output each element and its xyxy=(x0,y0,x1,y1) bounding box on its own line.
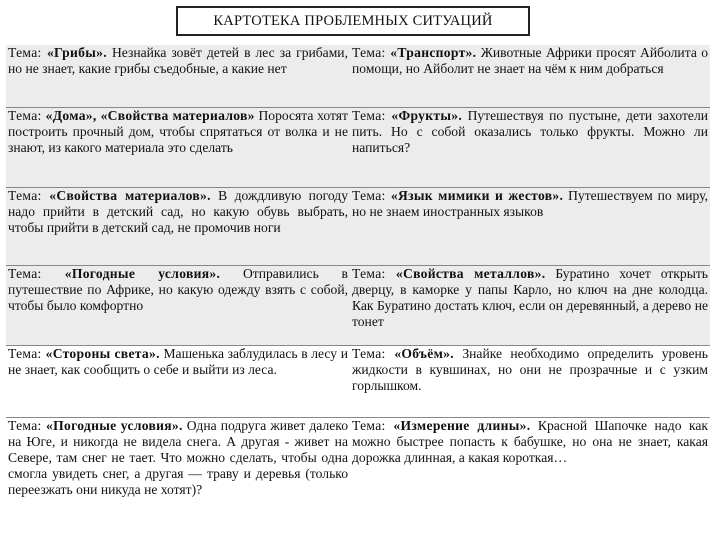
topic-prefix: Тема: xyxy=(8,345,46,361)
topic-prefix: Тема: xyxy=(352,345,395,361)
table-cell xyxy=(6,107,350,187)
topic-name: «Погодные условия». xyxy=(64,265,221,281)
problem-situations-table xyxy=(6,45,710,531)
topic-name: «Фрукты». xyxy=(391,107,463,123)
topic-prefix: Тема: xyxy=(352,45,391,60)
topic-prefix: Тема: xyxy=(8,417,46,433)
page-title xyxy=(176,6,530,36)
situation-text: Незнайка зовёт детей в лес за грибами, но не знает, какие грибы съедобные, а какие нет xyxy=(8,45,348,77)
topic-name: «Измерение длины». xyxy=(393,417,531,433)
table-cell xyxy=(350,265,710,345)
situation-text: Красной Шапочке надо как можно быстрее попасть к бабушке, но она не знает, какая дорожка длинная, а какая короткая… xyxy=(352,417,708,465)
table-row xyxy=(6,265,710,345)
situation-text: Отправились в путешествие по Африке, но какую одежду взять с собой, чтобы было комфортно xyxy=(8,265,348,313)
table-row xyxy=(6,45,710,107)
topic-name: «Дома», «Свойства материалов» xyxy=(45,107,255,123)
topic-name: «Погодные условия». xyxy=(46,417,183,433)
situation-text: Поросята хотят построить прочный дом, чтобы спрятаться от волка и не знают, из какого материала это сделать xyxy=(8,107,348,155)
topic-name: «Грибы». xyxy=(46,45,107,60)
page-title-text: КАРТОТЕКА ПРОБЛЕМНЫХ СИТУАЦИЙ xyxy=(213,12,493,29)
table-cell xyxy=(350,45,710,107)
topic-prefix: Тема: xyxy=(8,265,65,281)
situation-text: Машенька заблудилась в лесу и не знает, как сообщить о себе и выйти из леса. xyxy=(8,345,348,377)
situation-text: Буратино хочет открыть дверцу, в каморке у папы Карло, но ключ на дне колодца. Как Буратино достать ключ, если он деревянный, а дерево не тонет xyxy=(352,265,708,330)
topic-name: «Свойства материалов». xyxy=(49,187,211,203)
table-row xyxy=(6,417,710,531)
table-cell xyxy=(350,345,710,417)
topic-name: «Транспорт». xyxy=(390,45,477,60)
table-cell xyxy=(350,107,710,187)
table-cell xyxy=(350,417,710,531)
situation-text: Одна подруга живет далеко на Юге, и никогда не видела снега. А другая - живет на Севере, там снег не тает. Что можно сделать, чтобы одна смогла увидеть снег, а другая — траву и деревья (только переезжать они никуда не хотят)? xyxy=(8,417,348,498)
topic-name: «Язык мимики и жестов». xyxy=(390,187,564,203)
topic-name: «Объём». xyxy=(394,345,454,361)
topic-prefix: Тема: xyxy=(352,265,396,281)
table-cell xyxy=(350,187,710,265)
situation-text: Знайке необходимо определить уровень жидкости в кувшинах, но они не прозрачные и с узким горлышком. xyxy=(352,345,708,393)
table-row xyxy=(6,107,710,187)
topic-prefix: Тема: xyxy=(352,417,394,433)
table-cell xyxy=(6,187,350,265)
situation-text: Путешествуем по миру, но не знаем иностранных языков xyxy=(352,187,708,219)
topic-prefix: Тема: xyxy=(8,107,46,123)
topic-name: «Стороны света». xyxy=(45,345,160,361)
table-cell xyxy=(6,417,350,531)
situation-text: Путешествуя по пустыне, дети захотели пить. Но с собой оказались только фрукты. Можно ли напиться? xyxy=(352,107,708,155)
topic-name: «Свойства металлов». xyxy=(395,265,546,281)
table-row xyxy=(6,187,710,265)
topic-prefix: Тема: xyxy=(352,107,392,123)
table-cell xyxy=(6,345,350,417)
topic-prefix: Тема: xyxy=(352,187,391,203)
table-row xyxy=(6,345,710,417)
situation-text: Животные Африки просят Айболита о помощи, но Айболит не знает на чём к ним добраться xyxy=(352,45,708,77)
table-cell xyxy=(6,45,350,107)
table-cell xyxy=(6,265,350,345)
topic-prefix: Тема: xyxy=(8,187,50,203)
situation-text: В дождливую погоду надо прийти в детский сад, но какую обувь выбрать, чтобы прийти в детский сад, не промочив ноги xyxy=(8,187,348,235)
topic-prefix: Тема: xyxy=(8,45,47,60)
